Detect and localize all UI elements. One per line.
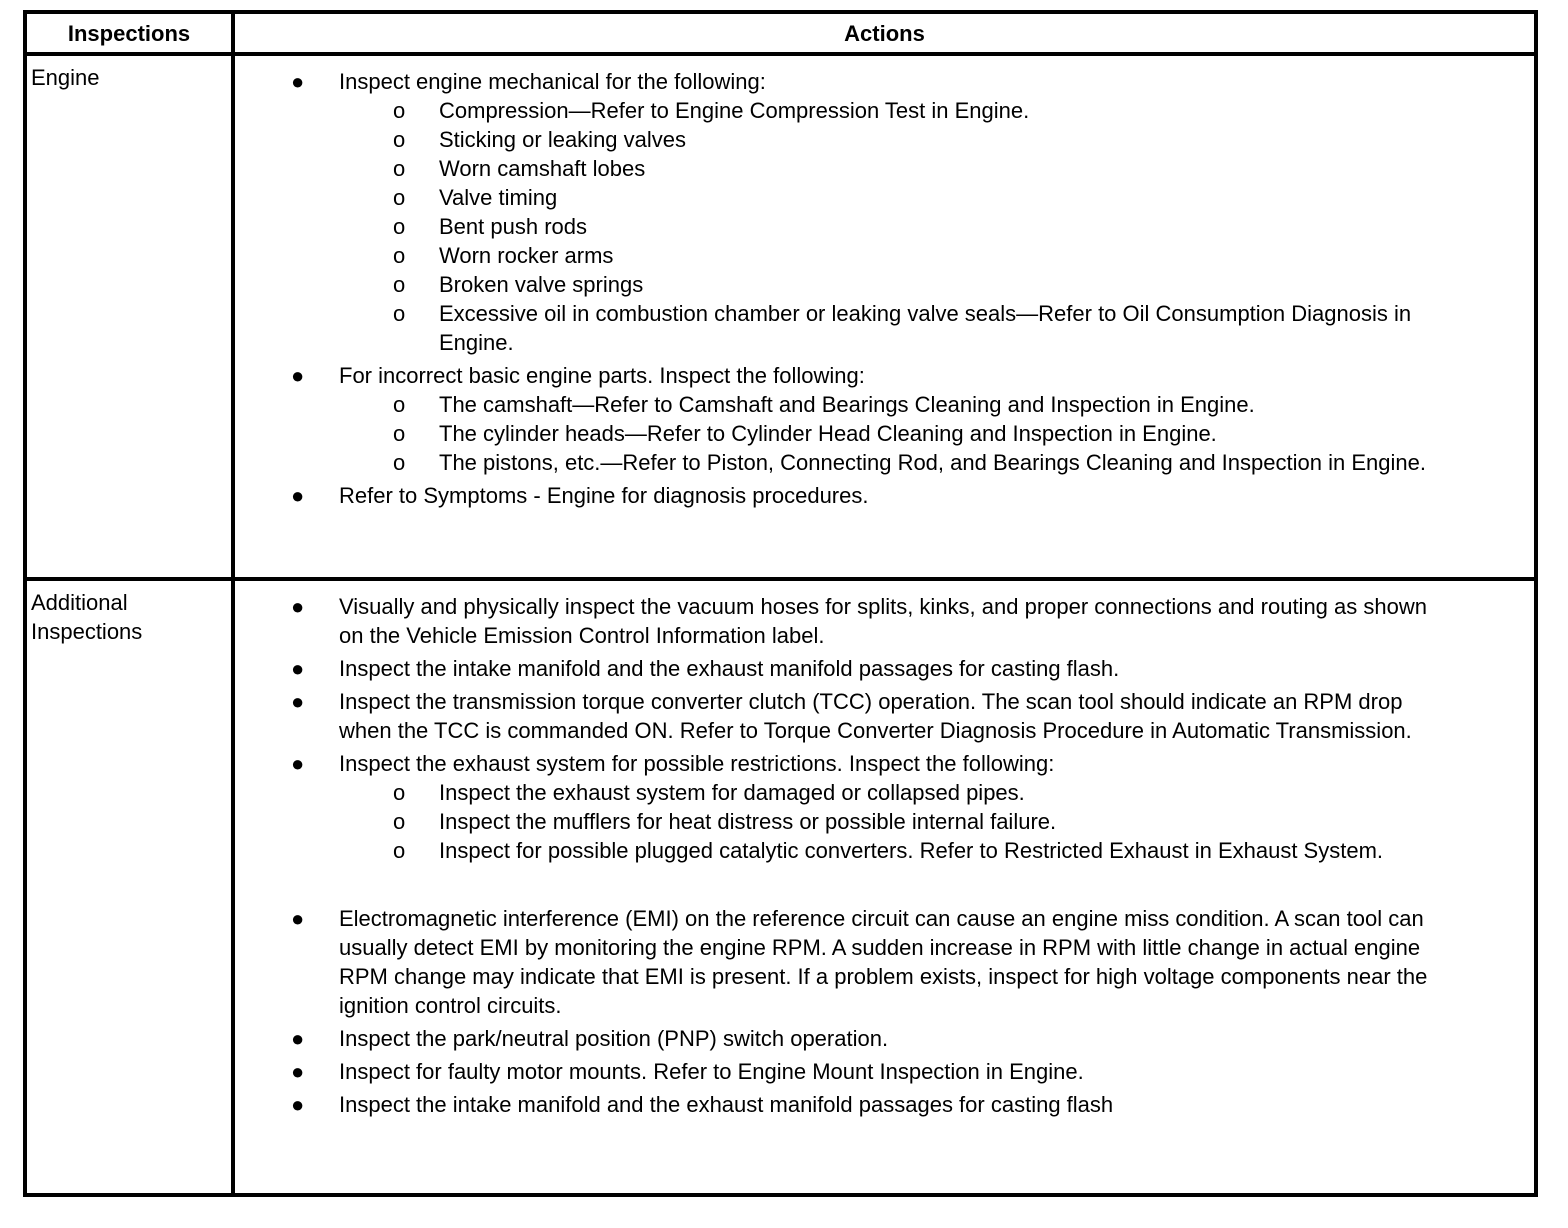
bullet-icon: ●	[291, 906, 305, 931]
circle-bullet-icon: o	[393, 272, 406, 297]
circle-bullet-icon: o	[393, 243, 406, 268]
item-text: Inspect the intake manifold and the exhaust manifold passages for casting flash.	[339, 656, 1120, 681]
circle-bullet-icon: o	[393, 98, 406, 123]
sub-item-text: Inspect the mufflers for heat distress or possible internal failure.	[439, 809, 1057, 834]
circle-bullet-icon: o	[393, 450, 406, 475]
sub-item-text: Worn camshaft lobes	[439, 156, 646, 181]
sub-list-item	[339, 807, 1429, 836]
circle-bullet-icon: o	[393, 809, 406, 834]
circle-bullet-icon: o	[393, 127, 406, 152]
sub-item-text: The pistons, etc.—Refer to Piston, Connecting Rod, and Bearings Cleaning and Inspection in Engine.	[439, 450, 1426, 475]
table-row-engine	[27, 52, 1534, 577]
table-row-additional-inspections	[27, 577, 1534, 1193]
bullet-icon: ●	[291, 1092, 305, 1117]
circle-bullet-icon: o	[393, 780, 406, 805]
header-row	[27, 14, 1534, 52]
list-item	[235, 904, 1429, 1020]
sub-list-item	[339, 270, 1429, 299]
list-item	[235, 1024, 1429, 1053]
list-item	[235, 1090, 1429, 1119]
list-item	[235, 749, 1429, 865]
circle-bullet-icon: o	[393, 301, 406, 326]
circle-bullet-icon: o	[393, 838, 406, 863]
sub-list-item	[339, 125, 1429, 154]
item-text: Inspect the intake manifold and the exhaust manifold passages for casting flash	[339, 1092, 1114, 1117]
sub-item-text: Inspect for possible plugged catalytic converters. Refer to Restricted Exhaust in Exhaust System.	[439, 838, 1384, 863]
sub-item-text: Worn rocker arms	[439, 243, 614, 268]
header-inspections: Inspections	[27, 14, 235, 52]
row-label: Engine	[31, 65, 100, 90]
sub-list-item	[339, 96, 1429, 125]
list-item	[235, 1057, 1429, 1086]
list-item	[235, 592, 1429, 650]
sub-item-text: Bent push rods	[439, 214, 587, 239]
sub-list-item	[339, 390, 1429, 419]
bullet-icon: ●	[291, 483, 305, 508]
item-text: Electromagnetic interference (EMI) on the reference circuit can cause an engine miss condition. A scan tool can usually detect EMI by monitoring the engine RPM. A sudden increase in RPM with little change in actual engine RPM change may indicate that EMI is present. If a problem exists, inspect for high voltage components near the ignition control circuits.	[339, 906, 1428, 1018]
circle-bullet-icon: o	[393, 214, 406, 239]
bullet-icon: ●	[291, 1059, 305, 1084]
sub-list	[339, 390, 1429, 477]
item-text: Inspect for faulty motor mounts. Refer to Engine Mount Inspection in Engine.	[339, 1059, 1084, 1084]
sub-item-text: Sticking or leaking valves	[439, 127, 687, 152]
sub-list-item	[339, 448, 1429, 477]
circle-bullet-icon: o	[393, 392, 406, 417]
sub-item-text: Valve timing	[439, 185, 558, 210]
sub-item-text: Excessive oil in combustion chamber or leaking valve seals—Refer to Oil Consumption Diagnosis in Engine.	[439, 301, 1412, 355]
circle-bullet-icon: o	[393, 421, 406, 446]
sub-item-text: The cylinder heads—Refer to Cylinder Head Cleaning and Inspection in Engine.	[439, 421, 1217, 446]
sub-list-item	[339, 299, 1429, 357]
circle-bullet-icon: o	[393, 185, 406, 210]
sub-item-text: Broken valve springs	[439, 272, 644, 297]
sub-list-item	[339, 836, 1429, 865]
sub-list-item	[339, 212, 1429, 241]
sub-list-item	[339, 241, 1429, 270]
inspections-table	[23, 10, 1538, 1197]
item-text: Refer to Symptoms - Engine for diagnosis procedures.	[339, 483, 869, 508]
item-text: Inspect the transmission torque converter clutch (TCC) operation. The scan tool should indicate an RPM drop when the TCC is commanded ON. Refer to Torque Converter Diagnosis Procedure in Automatic Transmission.	[339, 689, 1412, 743]
item-text: Visually and physically inspect the vacuum hoses for splits, kinks, and proper connections and routing as shown on the Vehicle Emission Control Information label.	[339, 594, 1427, 648]
sub-list-item	[339, 154, 1429, 183]
circle-bullet-icon: o	[393, 156, 406, 181]
list-item	[235, 67, 1429, 357]
sub-item-text: Compression—Refer to Engine Compression Test in Engine.	[439, 98, 1030, 123]
action-list	[235, 581, 1534, 1119]
list-item	[235, 687, 1429, 745]
bullet-icon: ●	[291, 69, 305, 94]
item-text: Inspect the exhaust system for possible restrictions. Inspect the following:	[339, 751, 1055, 776]
list-item	[235, 654, 1429, 683]
bullet-icon: ●	[291, 656, 305, 681]
sub-list-item	[339, 183, 1429, 212]
header-actions: Actions	[844, 21, 925, 46]
sub-item-text: Inspect the exhaust system for damaged or collapsed pipes.	[439, 780, 1025, 805]
sub-list-item	[339, 419, 1429, 448]
row-label: Additional Inspections	[31, 590, 143, 644]
sub-list	[339, 96, 1429, 357]
bullet-icon: ●	[291, 1026, 305, 1051]
bullet-icon: ●	[291, 594, 305, 619]
sub-item-text: The camshaft—Refer to Camshaft and Bearings Cleaning and Inspection in Engine.	[439, 392, 1255, 417]
list-item	[235, 361, 1429, 477]
bullet-icon: ●	[291, 689, 305, 714]
action-list	[235, 56, 1534, 510]
bullet-icon: ●	[291, 751, 305, 776]
item-text: Inspect the park/neutral position (PNP) switch operation.	[339, 1026, 889, 1051]
sub-list	[339, 778, 1429, 865]
sub-list-item	[339, 778, 1429, 807]
list-item	[235, 481, 1429, 510]
item-text: Inspect engine mechanical for the following:	[339, 69, 766, 94]
bullet-icon: ●	[291, 363, 305, 388]
item-text: For incorrect basic engine parts. Inspect the following:	[339, 363, 865, 388]
